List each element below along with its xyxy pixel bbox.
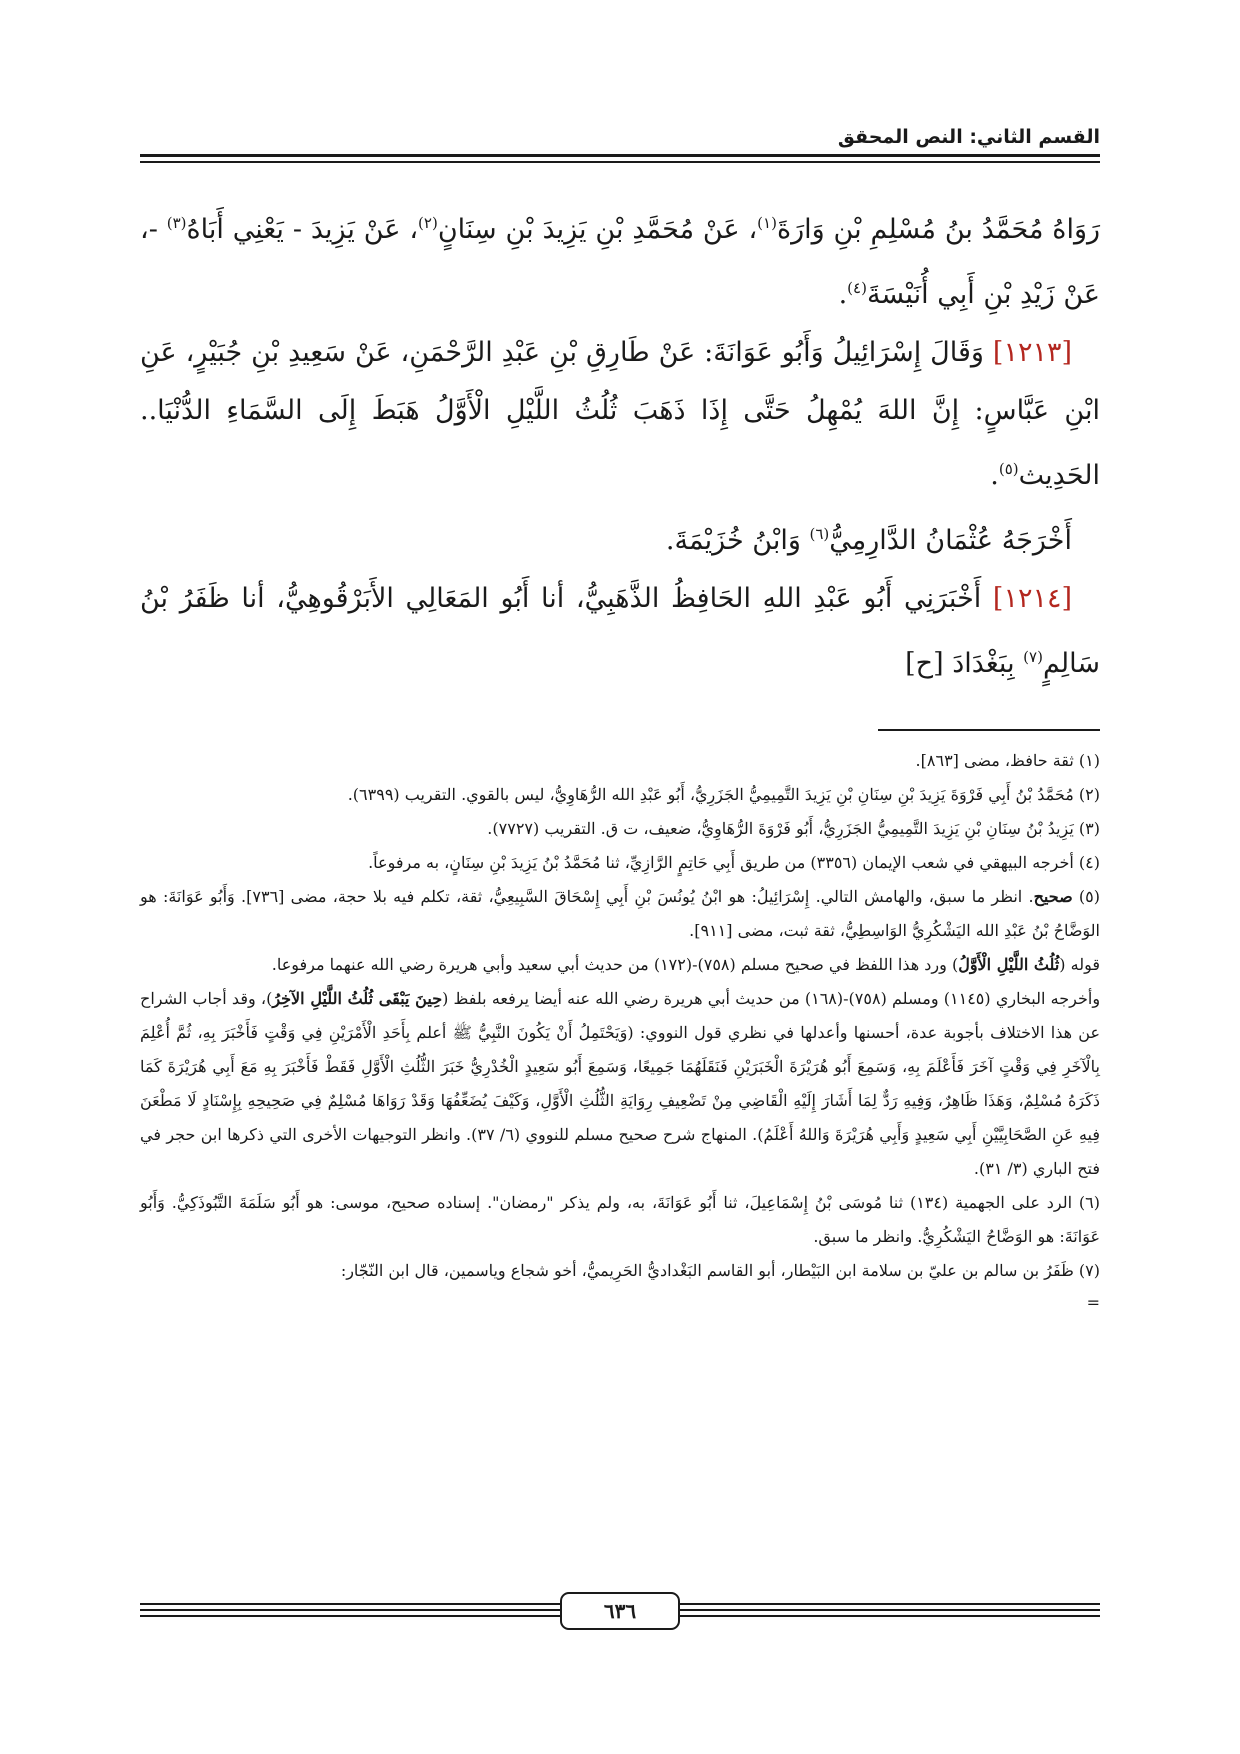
text-run: رَوَاهُ مُحَمَّدُ بنُ مُسْلِمِ بْنِ وَارَةَ (776, 214, 1101, 245)
text-run: ) ورد هذا اللفظ في صحيح مسلم (٧٥٨)-(١٧٢) من حديث أبي سعيد وأبي هريرة رضي الله عنهما مرفوعا. (271, 955, 959, 974)
text-run: . انظر ما سبق، والهامش التالي. إِسْرَائِيلُ: هو ابْنُ يُونُسَ بْنِ أَبِي إِسْحَاقَ السَّبِيعِيُّ، ثقة، تكلم فيه بلا حجة، مضى [٧٣٦]. وَأَبُو عَوَانَةَ: هو الوَضَّاحُ بْنُ عَبْدِ الله اليَشْكُرِيُّ الوَاسِطِيُّ، ثقة ثبت، مضى [٩١١]. (140, 887, 1100, 940)
text-run: )، وقد أجاب الشراح عن هذا الاختلاف بأجوبة عدة، أحسنها وأعدلها في نظري قول النووي: (وَيَحْتَمِلُ أَنْ يَكُونَ النَّبِيُّ ﷺ أعلم بِأَحَدِ الْأَمْرَيْنِ فِي وَقْتٍ فَأَخْبَرَ بِهِ، ثُمَّ أُعْلِمَ بِالْآخَرِ فِي وَقْتٍ آخَرَ فَأَعْلَمَ بِهِ، وَسَمِعَ أَبُو هُرَيْرَةَ الْخَبَرَيْنِ فَنَقَلَهُمَا جَمِيعًا، وَسَمِعَ أَبُو سَعِيدٍ الْخُدْرِيُّ خَبَرَ الثُّلُثِ الْأَوَّلِ فَقَطْ فَأَخْبَرَ بِهِ مَعَ أَبِي هُرَيْرَةَ كَمَا ذَكَرَهُ مُسْلِمٌ، وَهَذَا ظَاهِرٌ، وَفِيهِ رَدٌّ لِمَا أَشَارَ إِلَيْهِ الْقَاضِي مِنْ تَضْعِيفِ رِوَايَةِ الثُّلُثِ الْأَوَّلِ، وَكَيْفَ يُضَعِّفُهَا وَقَدْ رَوَاهَا مُسْلِمٌ فِي صَحِيحِهِ بِإِسْنَادٍ لَا مَطْعَنَ فِيهِ عَنِ الصَّحَابِيَّيْنِ أَبِي سَعِيدٍ وَأَبِي هُرَيْرَةَ وَاللهُ أَعْلَمُ). المنهاج شرح صحيح مسلم للنووي (٦/ ٣٧). وانظر التوجيهات الأخرى التي ذكرها ابن حجر في فتح الباري (٣/ ٣١). (140, 989, 1100, 1178)
footnote-1: (١) ثقة حافظ، مضى [٨٦٣]. (915, 751, 1100, 770)
hadith-1214 (140, 570, 1100, 693)
header-double-rule (140, 154, 1100, 163)
footnote-4: (٤) أخرجه البيهقي في شعب الإيمان (٣٣٥٦) من طريق أَبِي حَاتِمٍ الرَّازِيِّ، ثنا مُحَمَّدُ بْنُ يَزِيدَ بْنِ سِنَانٍ، به مرفوعاً. (368, 853, 1100, 872)
text-run: بِبَغْدَادَ [ح] (905, 648, 1024, 679)
text-run: ، عَنْ مُحَمَّدِ بْنِ يَزِيدَ بْنِ سِنَانٍ (437, 214, 758, 245)
paragraph-takhrij (140, 505, 1100, 570)
text-run: أَخْبَرَنِي أَبُو عَبْدِ اللهِ الحَافِظُ الذَّهَبِيُّ، أنا أَبُو المَعَالِي الأَبَرْقُوهِيُّ، أنا ظَفَرُ بْنُ سَالِمٍ (140, 583, 1100, 679)
hadith-number: [١٢١٣] (992, 337, 1072, 368)
text-run: (٥) (1072, 887, 1101, 906)
text-run: وَقَالَ إِسْرَائِيلُ وَأَبُو عَوَانَةَ: عَنْ طَارِقِ بْنِ عَبْدِ الرَّحْمَنِ، عَنْ سَعِيدِ بْنِ جُبَيْرٍ، عَنِ ابْنِ عَبَّاسٍ: إِنَّ اللهَ يُمْهِلُ حَتَّى إِذَا ذَهَبَ ثُلُثُ اللَّيْلِ الْأَوَّلُ هَبَطَ إِلَى السَّمَاءِ الدُّنْيَا.. الحَدِيث (140, 337, 1100, 491)
hadith-1213 (140, 324, 1100, 505)
quoted-phrase: ثُلُثُ اللَّيْلِ الْأَوَّلُ (958, 955, 1060, 974)
footnote-5-discussion (140, 982, 1100, 1186)
footnote-7: (٧) ظَفَرُ بن سالم بن عليّ بن سلامة ابن البَيْطار، أبو القاسم البَغْداديُّ الحَرِيميُّ، أخو شجاع وياسمين، قال ابن النّجّار: (340, 1261, 1100, 1280)
text-run: -، عَنْ زَيْدِ بْنِ أَبِي أُنَيْسَةَ (140, 214, 1100, 310)
footnote-marker[interactable]: (٦) (809, 525, 830, 543)
text-run: أَخْرَجَهُ عُثْمَانُ الدَّارِمِيُّ (829, 525, 1072, 556)
footnote-5-comment (140, 948, 1100, 982)
page-number: ٦٣٦ (560, 1592, 680, 1630)
hadith-number: [١٢١٤] (992, 583, 1072, 614)
footnote-continuation-mark: = (1086, 1293, 1100, 1312)
footnote-3: (٣) يَزِيدُ بْنُ سِنَانِ بْنِ يَزِيدَ التَّمِيمِيُّ الجَزَرِيُّ، أَبُو فَرْوَةَ الرُّهَاوِيُّ، ضعيف، ت ق. التقريب (٧٧٢٧). (487, 819, 1100, 838)
footnote-marker[interactable]: (٣) (166, 214, 187, 232)
footnote-5 (140, 880, 1100, 948)
running-title: القسم الثاني: النص المحقق (837, 126, 1100, 148)
text-run: وَابْنُ خُزَيْمَةَ. (665, 525, 810, 556)
footnotes (140, 744, 1100, 1318)
header-rule-thin (140, 161, 1100, 163)
text-run: ، عَنْ يَزِيدَ - يَعْنِي أَبَاهُ (186, 214, 419, 245)
paragraph-narration (140, 194, 1100, 324)
footnote-6: (٦) الرد على الجهمية (١٣٤) ثنا مُوسَى بْنُ إِسْمَاعِيلَ، ثنا أَبُو عَوَانَةَ، به، ولم يذكر "رمضان". إسناده صحيح، موسى: هو أَبُو سَلَمَةَ التَّبُوذَكِيُّ. وَأَبُو عَوَانَةَ: هو الوَضَّاحُ اليَشْكُرِيُّ. وانظر ما سبق. (140, 1193, 1100, 1246)
footnote-marker[interactable]: (٧) (1023, 648, 1043, 666)
quoted-phrase: حِينَ يَبْقَى ثُلُثُ اللَّيْلِ الآخِرُ (272, 989, 443, 1008)
text-run: وأخرجه البخاري (١١٤٥) ومسلم (٧٥٨)-(١٦٨) من حديث أبي هريرة رضي الله عنه أيضا يرفعه بلفظ ( (442, 989, 1101, 1008)
footnote-marker[interactable]: (١) (757, 214, 777, 232)
footnote-marker[interactable]: (٢) (418, 214, 438, 232)
main-text (140, 194, 1100, 693)
footnote-2: (٢) مُحَمَّدُ بْنُ أَبِي فَرْوَةَ يَزِيدَ بْنِ سِنَانِ بْنِ يَزِيدَ التَّمِيمِيُّ الجَزَرِيُّ، أَبُو عَبْدِ الله الرُّهَاوِيُّ، ليس بالقوي. التقريب (٦٣٩٩). (347, 785, 1100, 804)
header-rule-thick (140, 154, 1100, 157)
grade-label: صحيح (1033, 887, 1073, 906)
text-run: . (990, 460, 999, 491)
text-run: . (838, 279, 848, 310)
footnote-marker[interactable]: (٥) (998, 460, 1019, 478)
text-run: قوله ( (1059, 955, 1100, 974)
footnote-marker[interactable]: (٤) (847, 279, 867, 297)
footnote-separator (878, 729, 1100, 731)
